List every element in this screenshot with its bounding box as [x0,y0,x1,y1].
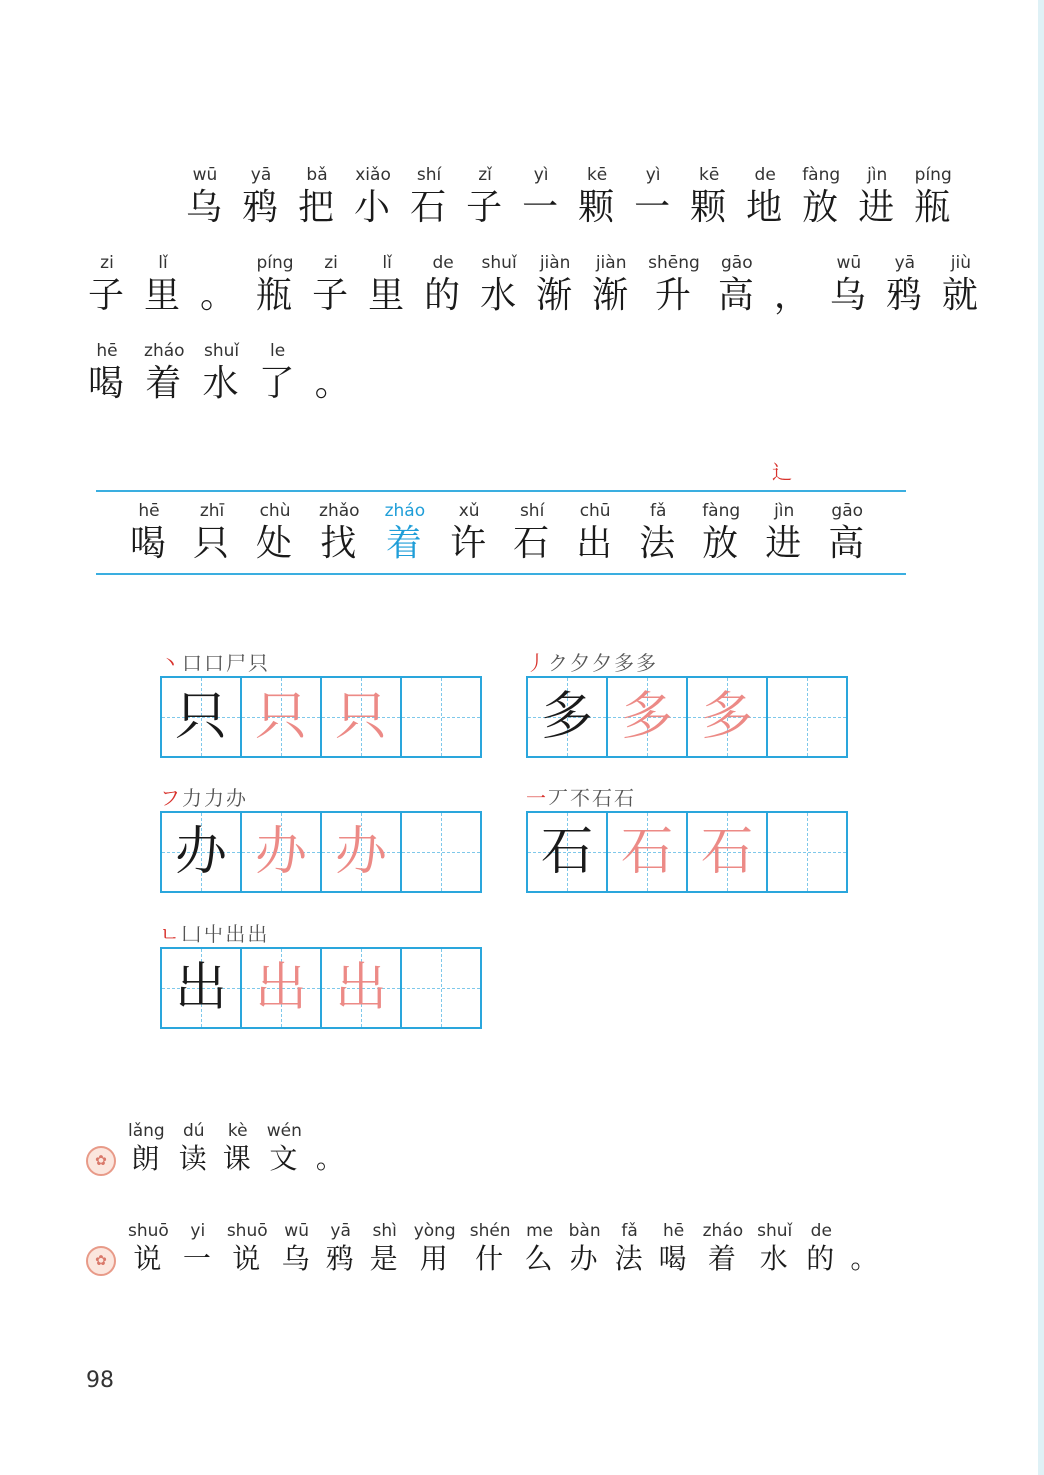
hanzi: 许 [450,523,489,564]
writing-block-duo [526,650,848,758]
pinyin: wén [266,1121,302,1141]
hanzi: 颗 [578,187,617,228]
pinyin: yā [894,253,916,273]
stroke-step: ㄴ [160,922,180,946]
ruby-char [128,1120,165,1176]
hanzi: 渐 [536,275,575,316]
ruby-char [144,252,182,318]
hanzi: 课 [222,1142,253,1175]
trace-char: 石 [700,822,753,882]
ruby-char [256,252,294,318]
pinyin: zháo [384,501,426,521]
hanzi: 瓶 [256,275,295,316]
hanzi: 喝 [88,363,127,404]
pinyin: chū [579,501,611,521]
pinyin: shì [372,1221,397,1241]
stroke-order [160,785,482,811]
ruby-char [702,500,740,566]
ruby-char [354,164,392,230]
ruby-char [223,1120,253,1176]
hanzi: 进 [858,187,897,228]
ruby-char [615,1220,645,1276]
ruby-char [319,500,360,566]
exercise-2-icon: ✿ [86,1246,116,1276]
pinyin: lǐ [382,253,392,273]
stroke-step: 凵 [181,922,202,946]
ruby-char [690,164,728,230]
ruby-char [648,252,700,318]
stroke-step: 丿 [526,651,546,675]
ruby-char [183,1220,213,1276]
pinyin: jiù [950,253,971,273]
grid-cell-char [688,678,768,756]
pinyin: hē [96,341,118,361]
grid-cell-blank [402,949,480,1027]
hanzi: 。 [850,1242,881,1275]
pinyin: fǎ [649,501,667,521]
hanzi: 里 [144,275,183,316]
pinyin: shēng [648,253,700,273]
ruby-char [414,1220,456,1276]
hanzi: 地 [746,187,785,228]
hanzi: 什 [475,1242,506,1275]
passage-line-1 [186,164,970,230]
hanzi: 石 [513,523,552,564]
stroke-step: 力 [204,786,224,810]
hanzi: 的 [806,1242,837,1275]
stroke-order [160,650,482,676]
hanzi: 朗 [131,1142,162,1175]
hanzi: 颗 [690,187,729,228]
hanzi: 进 [765,523,804,564]
hanzi: 说 [133,1242,164,1275]
new-chars-top-rule [96,490,906,492]
pinyin: píng [256,253,294,273]
ruby-char [828,500,866,566]
hanzi: 高 [717,275,756,316]
stroke-step: 尸 [226,651,246,675]
hanzi: 读 [178,1142,209,1175]
pinyin: bàn [568,1221,601,1241]
pinyin: jìn [867,165,888,185]
ruby-char [203,340,241,406]
trace-char: 办 [334,822,387,882]
pinyin: xǔ [458,501,480,521]
ruby-char [193,500,231,566]
pinyin: dú [182,1121,205,1141]
hanzi: 么 [524,1242,555,1275]
ruby-char [858,164,896,230]
pinyin: le [269,341,286,361]
stroke-step: 办 [226,786,246,810]
grid-cell-blank [768,678,846,756]
hanzi: 着 [145,363,184,404]
trace-char: 办 [254,822,307,882]
hanzi: 法 [614,1242,645,1275]
hanzi: 找 [320,523,359,564]
model-char: 只 [174,687,227,747]
hanzi: 一 [522,187,561,228]
grid-cell-char [162,949,242,1027]
ruby-char [513,500,551,566]
hanzi: 里 [368,275,407,316]
ruby-char [88,252,126,318]
ruby-char [774,252,812,318]
hanzi: 高 [828,523,867,564]
hanzi: 放 [702,523,741,564]
trace-char: 出 [254,958,307,1018]
grid-cell-blank [402,813,480,891]
hanzi: 乌 [829,275,868,316]
model-char: 办 [174,822,227,882]
stroke-step: 一 [526,786,546,810]
stroke-step: 口 [204,651,224,675]
pinyin: jiàn [595,253,627,273]
pinyin: fǎ [621,1221,638,1241]
hanzi: ， [773,275,812,316]
hanzi: 是 [369,1242,400,1275]
grid-cell-blank [768,813,846,891]
hanzi: 一 [182,1242,213,1275]
stroke-order [160,921,482,947]
page-number: 98 [86,1368,114,1393]
writing-grid [160,947,482,1029]
ruby-char [370,1220,400,1276]
pinyin: de [754,165,776,185]
ruby-char [639,500,677,566]
writing-grid [526,676,848,758]
hanzi: 文 [269,1142,300,1175]
hanzi: 处 [256,523,295,564]
pinyin: shuō [226,1221,268,1241]
page-edge [1038,0,1044,1475]
ruby-char [850,1220,880,1276]
ruby-char [802,164,840,230]
pinyin: zǐ [478,165,492,185]
model-char: 出 [174,958,227,1018]
grid-cell-char [528,813,608,891]
hanzi: 。 [315,1142,346,1175]
hanzi: 喝 [130,523,169,564]
ruby-char [942,252,980,318]
ruby-char [312,252,350,318]
hanzi: 子 [312,275,351,316]
hanzi: 用 [419,1242,450,1275]
pinyin: kē [586,165,608,185]
trace-char: 只 [254,687,307,747]
pinyin: fàng [702,501,741,521]
pinyin: zi [100,253,114,273]
hanzi: 乌 [186,187,225,228]
ruby-char [746,164,784,230]
ruby-char [466,164,504,230]
ruby-char [267,1120,302,1176]
hanzi: 。 [314,363,353,404]
stroke-step: 出 [225,922,246,946]
pinyin: píng [914,165,952,185]
pinyin: bǎ [306,165,328,185]
pinyin: yi [190,1221,206,1241]
ruby-char [282,1220,312,1276]
ruby-char [144,340,185,406]
stroke-order [526,650,848,676]
pinyin: shuǐ [481,253,517,273]
pinyin: zi [324,253,338,273]
stroke-step: 石 [614,786,634,810]
pinyin: fàng [802,165,841,185]
trace-char: 石 [620,822,673,882]
grid-cell-char [608,813,688,891]
pinyin: kē [698,165,720,185]
pinyin: lǎng [128,1121,165,1141]
hanzi: 。 [200,275,239,316]
hanzi: 说 [232,1242,263,1275]
exercise-2-line [128,1220,894,1276]
ruby-char [326,1220,356,1276]
ruby-char [757,1220,792,1276]
new-chars-bottom-rule [96,573,906,575]
hanzi: 办 [569,1242,600,1275]
grid-cell-char [528,678,608,756]
stroke-step: 石 [592,786,612,810]
passage-line-3 [88,340,371,406]
hanzi: 升 [654,275,693,316]
pinyin: shuǐ [757,1221,793,1241]
stroke-step: 夕 [570,651,590,675]
model-char: 石 [540,822,593,882]
pinyin: yā [250,165,272,185]
ruby-char [718,252,756,318]
grid-cell-char [688,813,768,891]
ruby-char [368,252,406,318]
grid-cell-char [242,678,322,756]
pinyin: shuō [128,1221,169,1241]
grid-cell-char [242,813,322,891]
writing-grid [160,676,482,758]
pinyin: yòng [413,1221,456,1241]
ruby-char [316,1120,346,1176]
exercise-1-line [128,1120,360,1176]
hanzi: 水 [202,363,241,404]
grid-cell-char [242,949,322,1027]
grid-cell-char [322,813,402,891]
pinyin: yā [330,1221,351,1241]
pinyin: kè [227,1121,248,1141]
pinyin: de [810,1221,832,1241]
trace-char: 只 [334,687,387,747]
pinyin: jiàn [539,253,571,273]
grid-cell-blank [402,678,480,756]
pinyin: hē [138,501,160,521]
pinyin: shí [416,165,442,185]
ruby-char [525,1220,555,1276]
writing-block-zhi [160,650,482,758]
stroke-step: 只 [248,651,268,675]
stroke-order [526,785,848,811]
ruby-char [227,1220,268,1276]
ruby-char [806,1220,836,1276]
hanzi: 把 [298,187,337,228]
stroke-step: 丶 [160,651,180,675]
hanzi: 就 [941,275,980,316]
pinyin: yì [645,165,661,185]
grid-cell-char [162,813,242,891]
hanzi: 子 [466,187,505,228]
hanzi: 法 [639,523,678,564]
writing-block-shi [526,785,848,893]
hanzi: 子 [88,275,127,316]
passage-line-2 [88,252,998,318]
grid-cell-char [322,949,402,1027]
ruby-char [88,340,126,406]
stroke-step: 出 [247,922,268,946]
stroke-step: 夕 [592,651,612,675]
writing-grid [526,811,848,893]
pinyin: shí [519,501,545,521]
ruby-char [130,500,168,566]
grid-cell-char [162,678,242,756]
pinyin: zháo [144,341,185,361]
ruby-char [659,1220,689,1276]
pinyin: de [432,253,454,273]
pinyin: shén [469,1221,511,1241]
stroke-step: 口 [182,651,202,675]
hanzi: 放 [802,187,841,228]
stroke-step: 力 [182,786,202,810]
ruby-char [315,340,353,406]
pinyin: zhī [199,501,225,521]
ruby-char [470,1220,511,1276]
ruby-char [576,500,614,566]
hanzi: 石 [410,187,449,228]
ruby-char [298,164,336,230]
hanzi: 一 [634,187,673,228]
ruby-char [569,1220,601,1276]
ruby-char [259,340,297,406]
stroke-step: 丆 [548,786,568,810]
pinyin: xiǎo [355,165,391,185]
ruby-char [886,252,924,318]
trace-char: 出 [334,958,387,1018]
hanzi: 着 [707,1242,738,1275]
model-char: 多 [540,687,593,747]
ruby-char [385,500,426,566]
pinyin: me [526,1221,554,1241]
exercise-1-icon: ✿ [86,1146,116,1176]
ruby-char [186,164,224,230]
hanzi: 只 [193,523,232,564]
hanzi: 乌 [281,1242,312,1275]
ruby-char [578,164,616,230]
pinyin: shuǐ [203,341,240,361]
grid-cell-char [322,678,402,756]
pinyin: wū [192,165,218,185]
writing-block-chu [160,921,482,1029]
hanzi: 的 [424,275,463,316]
hanzi: 出 [576,523,615,564]
new-chars-line [130,500,891,566]
hanzi: 鸦 [325,1242,356,1275]
pinyin: gāo [831,501,864,521]
pinyin: chù [259,501,291,521]
ruby-char [242,164,280,230]
stroke-step: 多 [614,651,634,675]
hanzi: 鸦 [885,275,924,316]
ruby-char [703,1220,744,1276]
hanzi: 水 [759,1242,790,1275]
stroke-step: ク [548,651,568,675]
pinyin: wū [836,253,862,273]
hanzi: 水 [480,275,519,316]
pinyin: lǐ [158,253,168,273]
pinyin: yì [533,165,549,185]
stroke-step: 多 [636,651,656,675]
trace-char: 多 [700,687,753,747]
pinyin: jìn [774,501,795,521]
writing-block-ban [160,785,482,893]
hanzi: 着 [385,523,424,564]
trace-char: 多 [620,687,673,747]
stroke-step: 屮 [203,922,224,946]
radical-hint: 辶 [772,460,792,484]
hanzi: 瓶 [914,187,953,228]
ruby-char [634,164,672,230]
writing-grid [160,811,482,893]
hanzi: 渐 [592,275,631,316]
pinyin: wū [284,1221,309,1241]
ruby-char [522,164,560,230]
hanzi: 鸦 [242,187,281,228]
hanzi: 喝 [658,1242,689,1275]
ruby-char [450,500,488,566]
ruby-char [830,252,868,318]
ruby-char [128,1220,169,1276]
ruby-char [480,252,518,318]
ruby-char [765,500,803,566]
stroke-step: 不 [570,786,590,810]
ruby-char [592,252,630,318]
ruby-char [256,500,294,566]
hanzi: 了 [258,363,297,404]
ruby-char [424,252,462,318]
ruby-char [410,164,448,230]
ruby-char [200,252,238,318]
hanzi: 小 [354,187,393,228]
pinyin: zháo [702,1221,744,1241]
ruby-char [914,164,952,230]
pinyin: hē [663,1221,685,1241]
grid-cell-char [608,678,688,756]
pinyin: zhǎo [319,501,360,521]
stroke-step: フ [160,786,180,810]
pinyin: gāo [721,253,753,273]
ruby-char [536,252,574,318]
ruby-char [179,1120,209,1176]
